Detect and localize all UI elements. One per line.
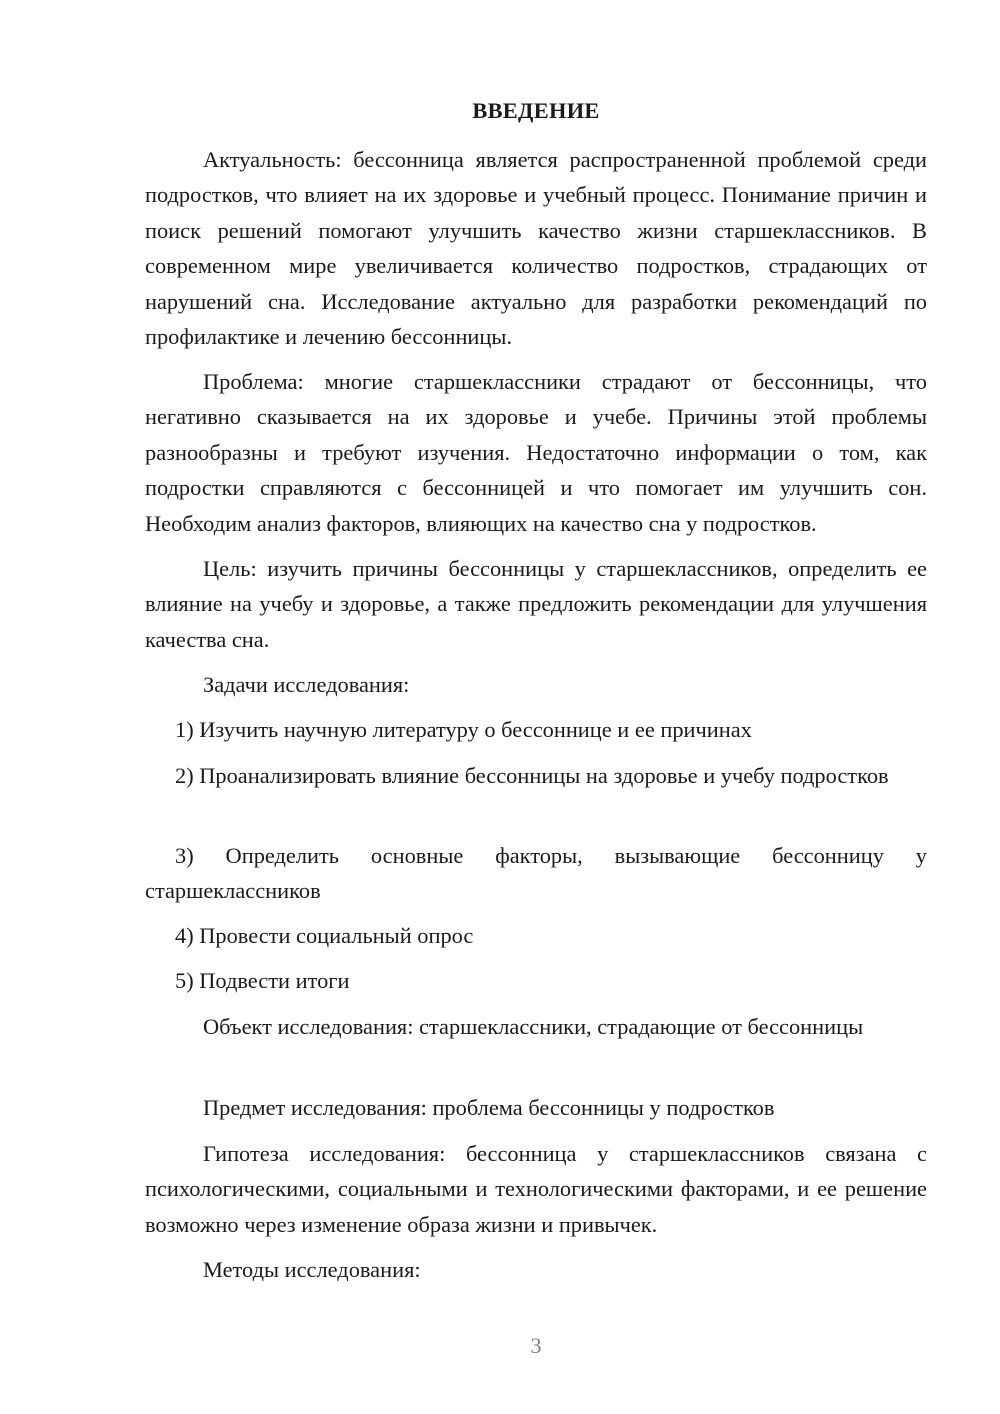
hypothesis-paragraph: Гипотеза исследования: бессонница у старшеклассников связана с психологическими, социальными и технологическими факторами, и ее решение возможно через изменение образа жизни и привычек. bbox=[145, 1141, 927, 1237]
task-item-4: 4) Провести социальный опрос bbox=[175, 923, 474, 948]
object-paragraph: Объект исследования: старшеклассники, страдающие от бессонницы bbox=[203, 1014, 864, 1039]
task-item-5: 5) Подвести итоги bbox=[175, 968, 350, 993]
section-title: ВВЕДЕНИЕ bbox=[472, 98, 600, 123]
task-item-3: 3) Определить основные факторы, вызывающие бессонницу у старшеклассников bbox=[145, 843, 927, 904]
task-item-2: 2) Проанализировать влияние бессонницы на здоровье и учебу подростков bbox=[175, 763, 889, 788]
subject-paragraph: Предмет исследования: проблема бессонницы у подростков bbox=[203, 1095, 775, 1120]
problem-paragraph: Проблема: многие старшеклассники страдают от бессонницы, что негативно сказывается на их здоровье и учебе. Причины этой проблемы разнообразны и требуют изучения. Недостаточно информации о том, как подростки справляются с бессонницей и что помогает им улучшить сон. Необходим анализ факторов, влияющих на качество сна у подростков. bbox=[145, 369, 927, 536]
tasks-heading: Задачи исследования: bbox=[203, 672, 410, 697]
page-number: 3 bbox=[530, 1333, 542, 1358]
task-item-1: 1) Изучить научную литературу о бессоннице и ее причинах bbox=[175, 717, 752, 742]
methods-paragraph: Методы исследования: bbox=[203, 1257, 421, 1282]
goal-paragraph: Цель: изучить причины бессонницы у старшеклассников, определить ее влияние на учебу и здоровье, а также предложить рекомендации для улучшения качества сна. bbox=[145, 556, 927, 652]
relevance-paragraph: Актуальность: бессонница является распространенной проблемой среди подростков, что влияет на их здоровье и учебный процесс. Понимание причин и поиск решений помогают улучшить качество жизни старшеклассников. В современном мире увеличивается количество подростков, страдающих от нарушений сна. Исследование актуально для разработки рекомендаций по профилактике и лечению бессонницы. bbox=[145, 147, 927, 350]
